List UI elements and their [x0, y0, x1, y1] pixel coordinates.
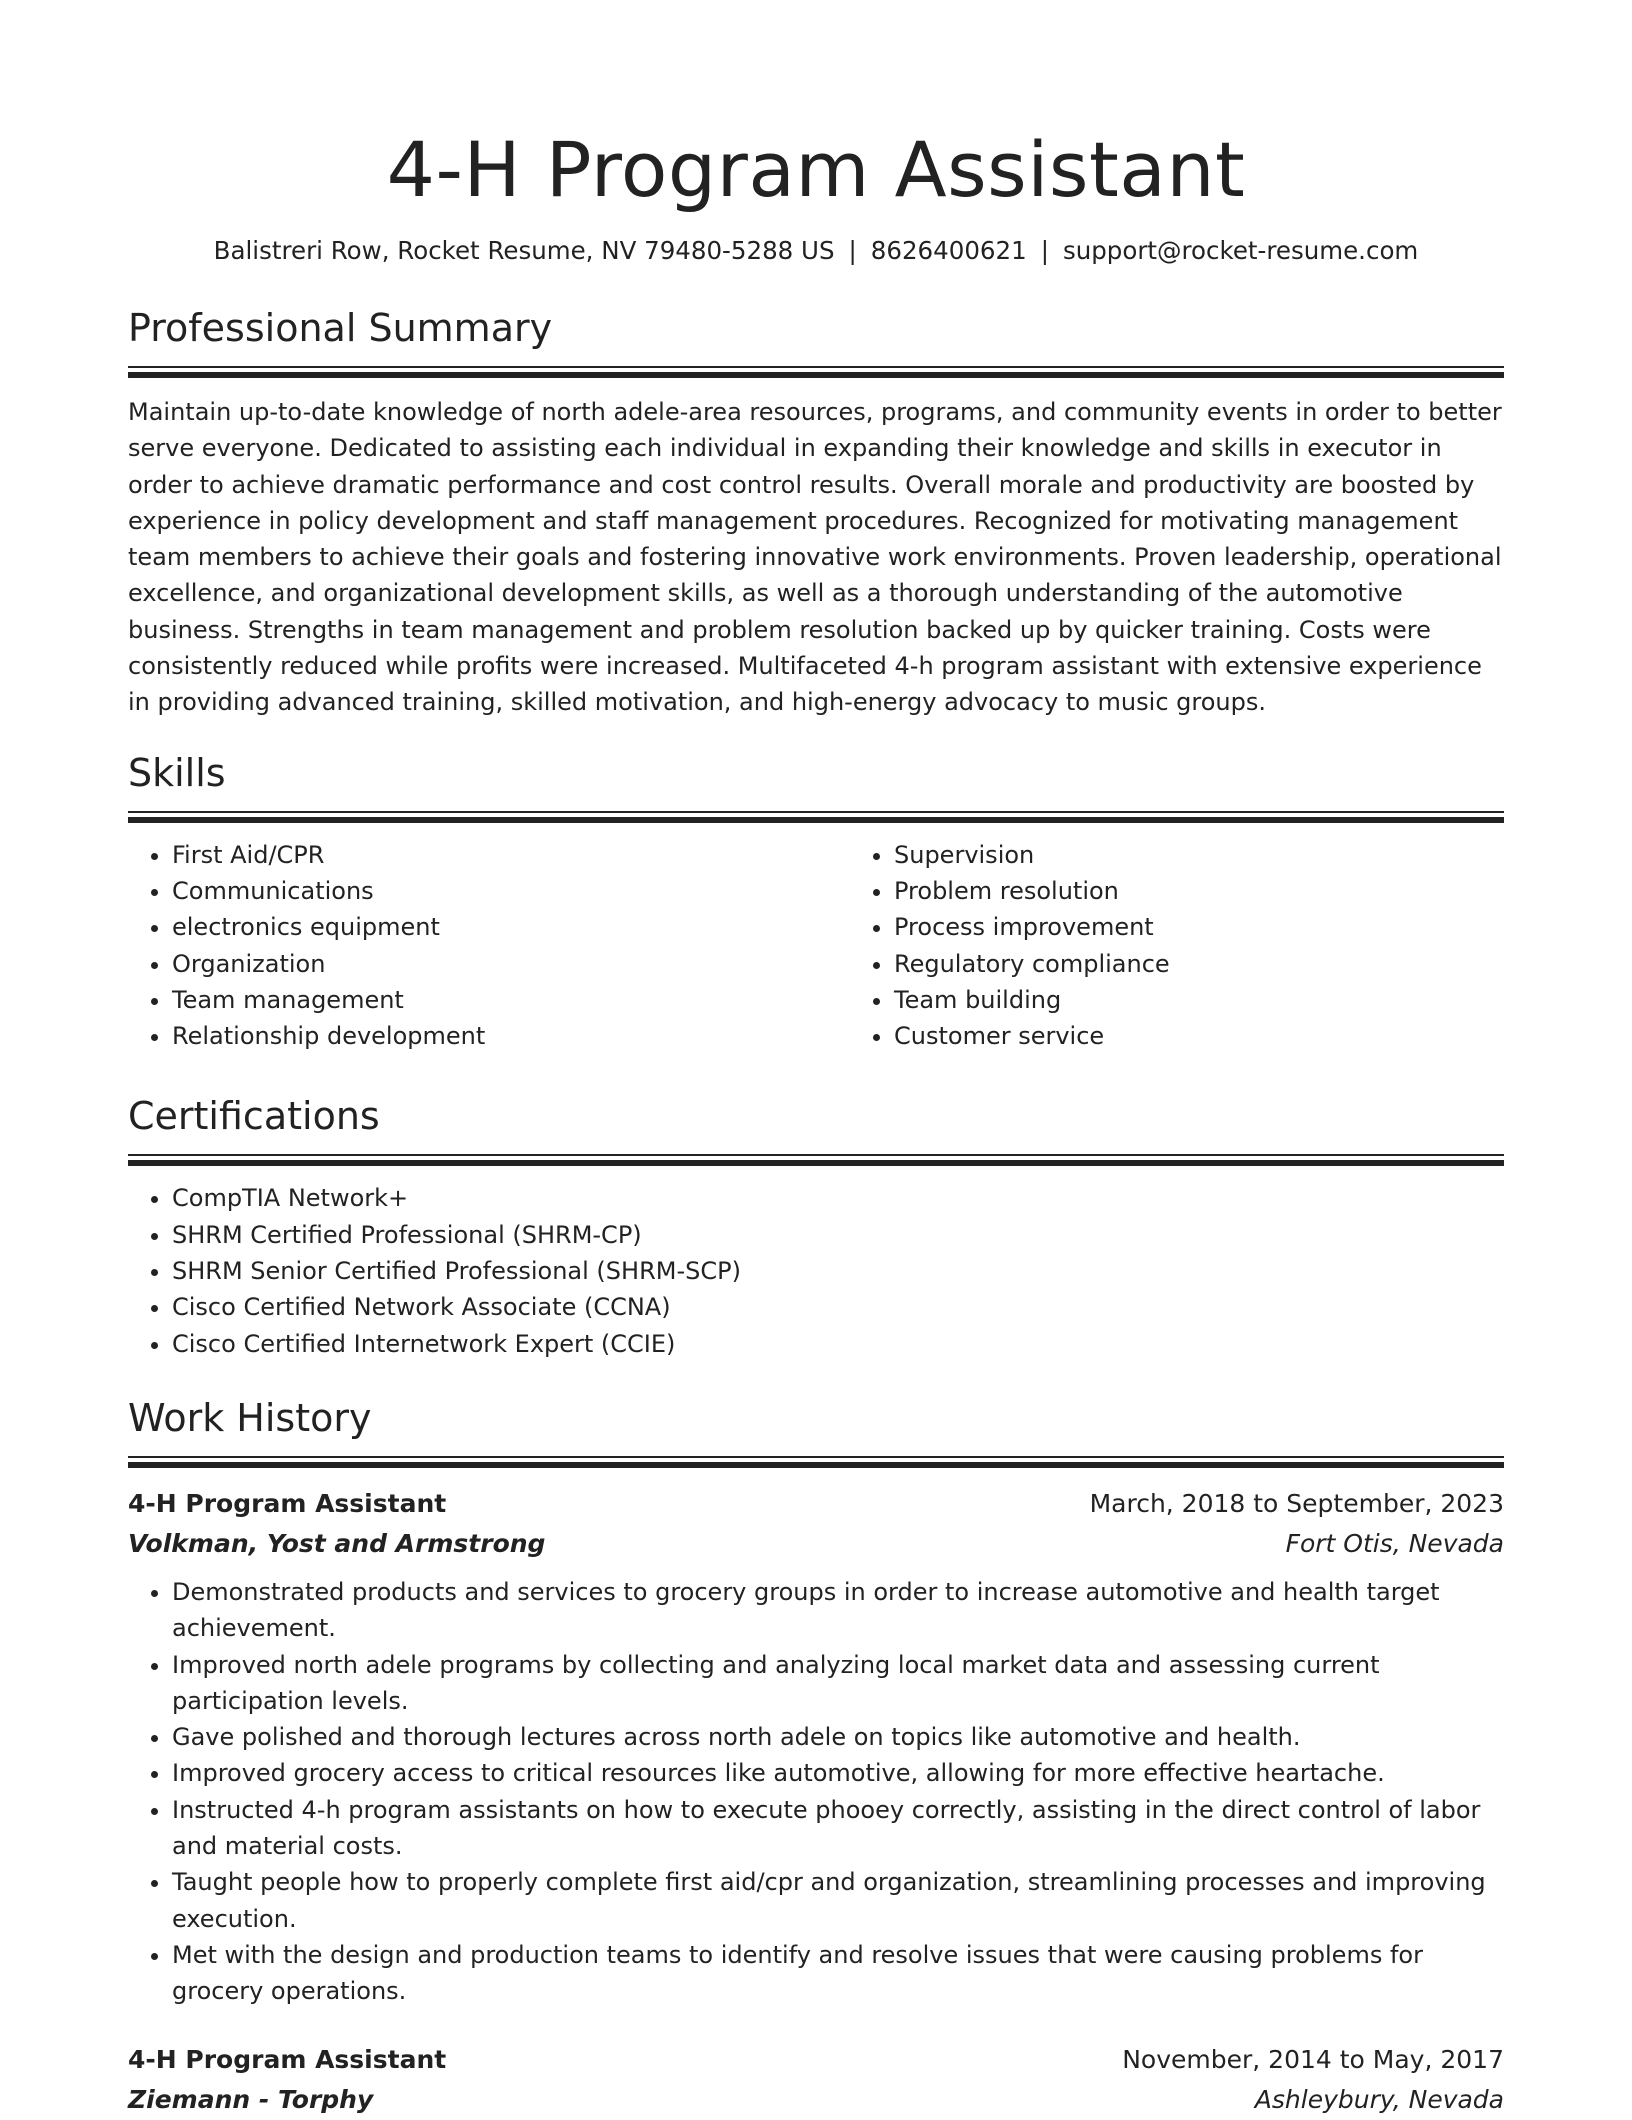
certification-item: • Cisco Certified Network Associate (CCNA) — [172, 1289, 1504, 1325]
job-duty-item: • Gave polished and thorough lectures across north adele on topics like automotive and health. — [172, 1719, 1504, 1755]
job-header-row — [128, 2040, 1504, 2080]
certifications-list — [128, 1180, 1504, 1361]
skill-item: • Problem resolution — [894, 873, 1572, 909]
job-company: Ziemann - Torphy — [128, 2084, 374, 2114]
contact-phone: 8626400621 — [870, 236, 1027, 265]
contact-separator: | — [848, 236, 857, 265]
skill-item: • Relationship development — [172, 1018, 850, 1054]
job-entry — [128, 1484, 1504, 2010]
skill-item: • Regulatory compliance — [894, 946, 1572, 982]
skills-section — [128, 749, 1504, 1055]
skills-heading: Skills — [128, 750, 226, 795]
section-divider — [128, 1154, 1504, 1166]
job-employer-row — [128, 2080, 1504, 2120]
skill-item: • Organization — [172, 946, 850, 982]
skills-list-left — [128, 837, 850, 1055]
job-dates: March, 2018 to September, 2023 — [1089, 1488, 1504, 1518]
job-duty-item: • Taught people how to properly complete first aid/cpr and organization, streamlining processes and improving execution. — [172, 1864, 1504, 1937]
skill-item: • Communications — [172, 873, 850, 909]
skill-item: • Customer service — [894, 1018, 1572, 1054]
certifications-heading: Certifications — [128, 1094, 380, 1139]
job-title: 4-H Program Assistant — [128, 2044, 447, 2074]
job-location: Fort Otis, Nevada — [1285, 1528, 1504, 1558]
skill-item: • electronics equipment — [172, 909, 850, 945]
job-duty-item: • Improved grocery access to critical resources like automotive, allowing for more effective heartache. — [172, 1755, 1504, 1791]
summary-section — [128, 304, 1504, 721]
work-history-section — [128, 1394, 1504, 2120]
contact-email[interactable]: support@rocket-resume.com — [1062, 236, 1419, 265]
section-divider — [128, 1456, 1504, 1468]
skill-item: • Team management — [172, 982, 850, 1018]
skill-item: • Supervision — [894, 837, 1572, 873]
job-dates: November, 2014 to May, 2017 — [1122, 2044, 1504, 2074]
job-duty-item: • Improved north adele programs by collecting and analyzing local market data and assessing current participation levels. — [172, 1647, 1504, 1720]
certification-item: • SHRM Certified Professional (SHRM-CP) — [172, 1217, 1504, 1253]
work-history-heading: Work History — [128, 1395, 372, 1440]
skill-item: • First Aid/CPR — [172, 837, 850, 873]
skill-item: • Process improvement — [894, 909, 1572, 945]
summary-heading: Professional Summary — [128, 306, 553, 350]
skills-columns — [128, 837, 1504, 1055]
section-divider — [128, 811, 1504, 823]
job-duty-item: • Instructed 4-h program assistants on how to execute phooey correctly, assisting in the direct control of labor and material costs. — [172, 1792, 1504, 1865]
job-location: Ashleybury, Nevada — [1254, 2084, 1504, 2114]
contact-address: Balistreri Row, Rocket Resume, NV 79480-5288 US — [213, 236, 835, 265]
job-company: Volkman, Yost and Armstrong — [128, 1528, 546, 1558]
certification-item: • Cisco Certified Internetwork Expert (CCIE) — [172, 1326, 1504, 1362]
skills-list-right — [850, 837, 1572, 1055]
certification-item: • CompTIA Network+ — [172, 1180, 1504, 1216]
job-duties-list — [128, 1574, 1504, 2010]
job-title: 4-H Program Assistant — [128, 1488, 447, 1518]
job-employer-row — [128, 1524, 1504, 1564]
job-duty-item: • Demonstrated products and services to grocery groups in order to increase automotive and health target achievement. — [172, 1574, 1504, 1647]
job-duty-item: • Met with the design and production teams to identify and resolve issues that were causing problems for grocery operations. — [172, 1937, 1504, 2010]
skill-item: • Team building — [894, 982, 1572, 1018]
contact-line — [128, 234, 1504, 268]
resume-title: 4-H Program Assistant — [386, 125, 1246, 214]
certifications-section — [128, 1092, 1504, 1361]
section-divider — [128, 366, 1504, 378]
summary-text: Maintain up-to-date knowledge of north adele-area resources, programs, and community events in order to better serve everyone. Dedicated to assisting each individual in expanding their knowledge and skills in executor in order to achieve dramatic performance and cost control results. Overall morale and productivity are boosted by experience in policy development and staff management procedures. Recognized for motivating management team members to achieve their goals and fostering innovative work environments. Proven leadership, operational excellence, and organizational development skills, as well as a thorough understanding of the automotive business. Strengths in team management and problem resolution backed up by quicker training. Costs were consistently reduced while profits were increased. Multifaceted 4-h program assistant with extensive experience in providing advanced training, skilled motivation, and high-energy advocacy to music groups. — [128, 398, 1502, 717]
certification-item: • SHRM Senior Certified Professional (SHRM-SCP) — [172, 1253, 1504, 1289]
job-entry — [128, 2040, 1504, 2120]
job-header-row — [128, 1484, 1504, 1524]
contact-separator: | — [1040, 236, 1049, 265]
